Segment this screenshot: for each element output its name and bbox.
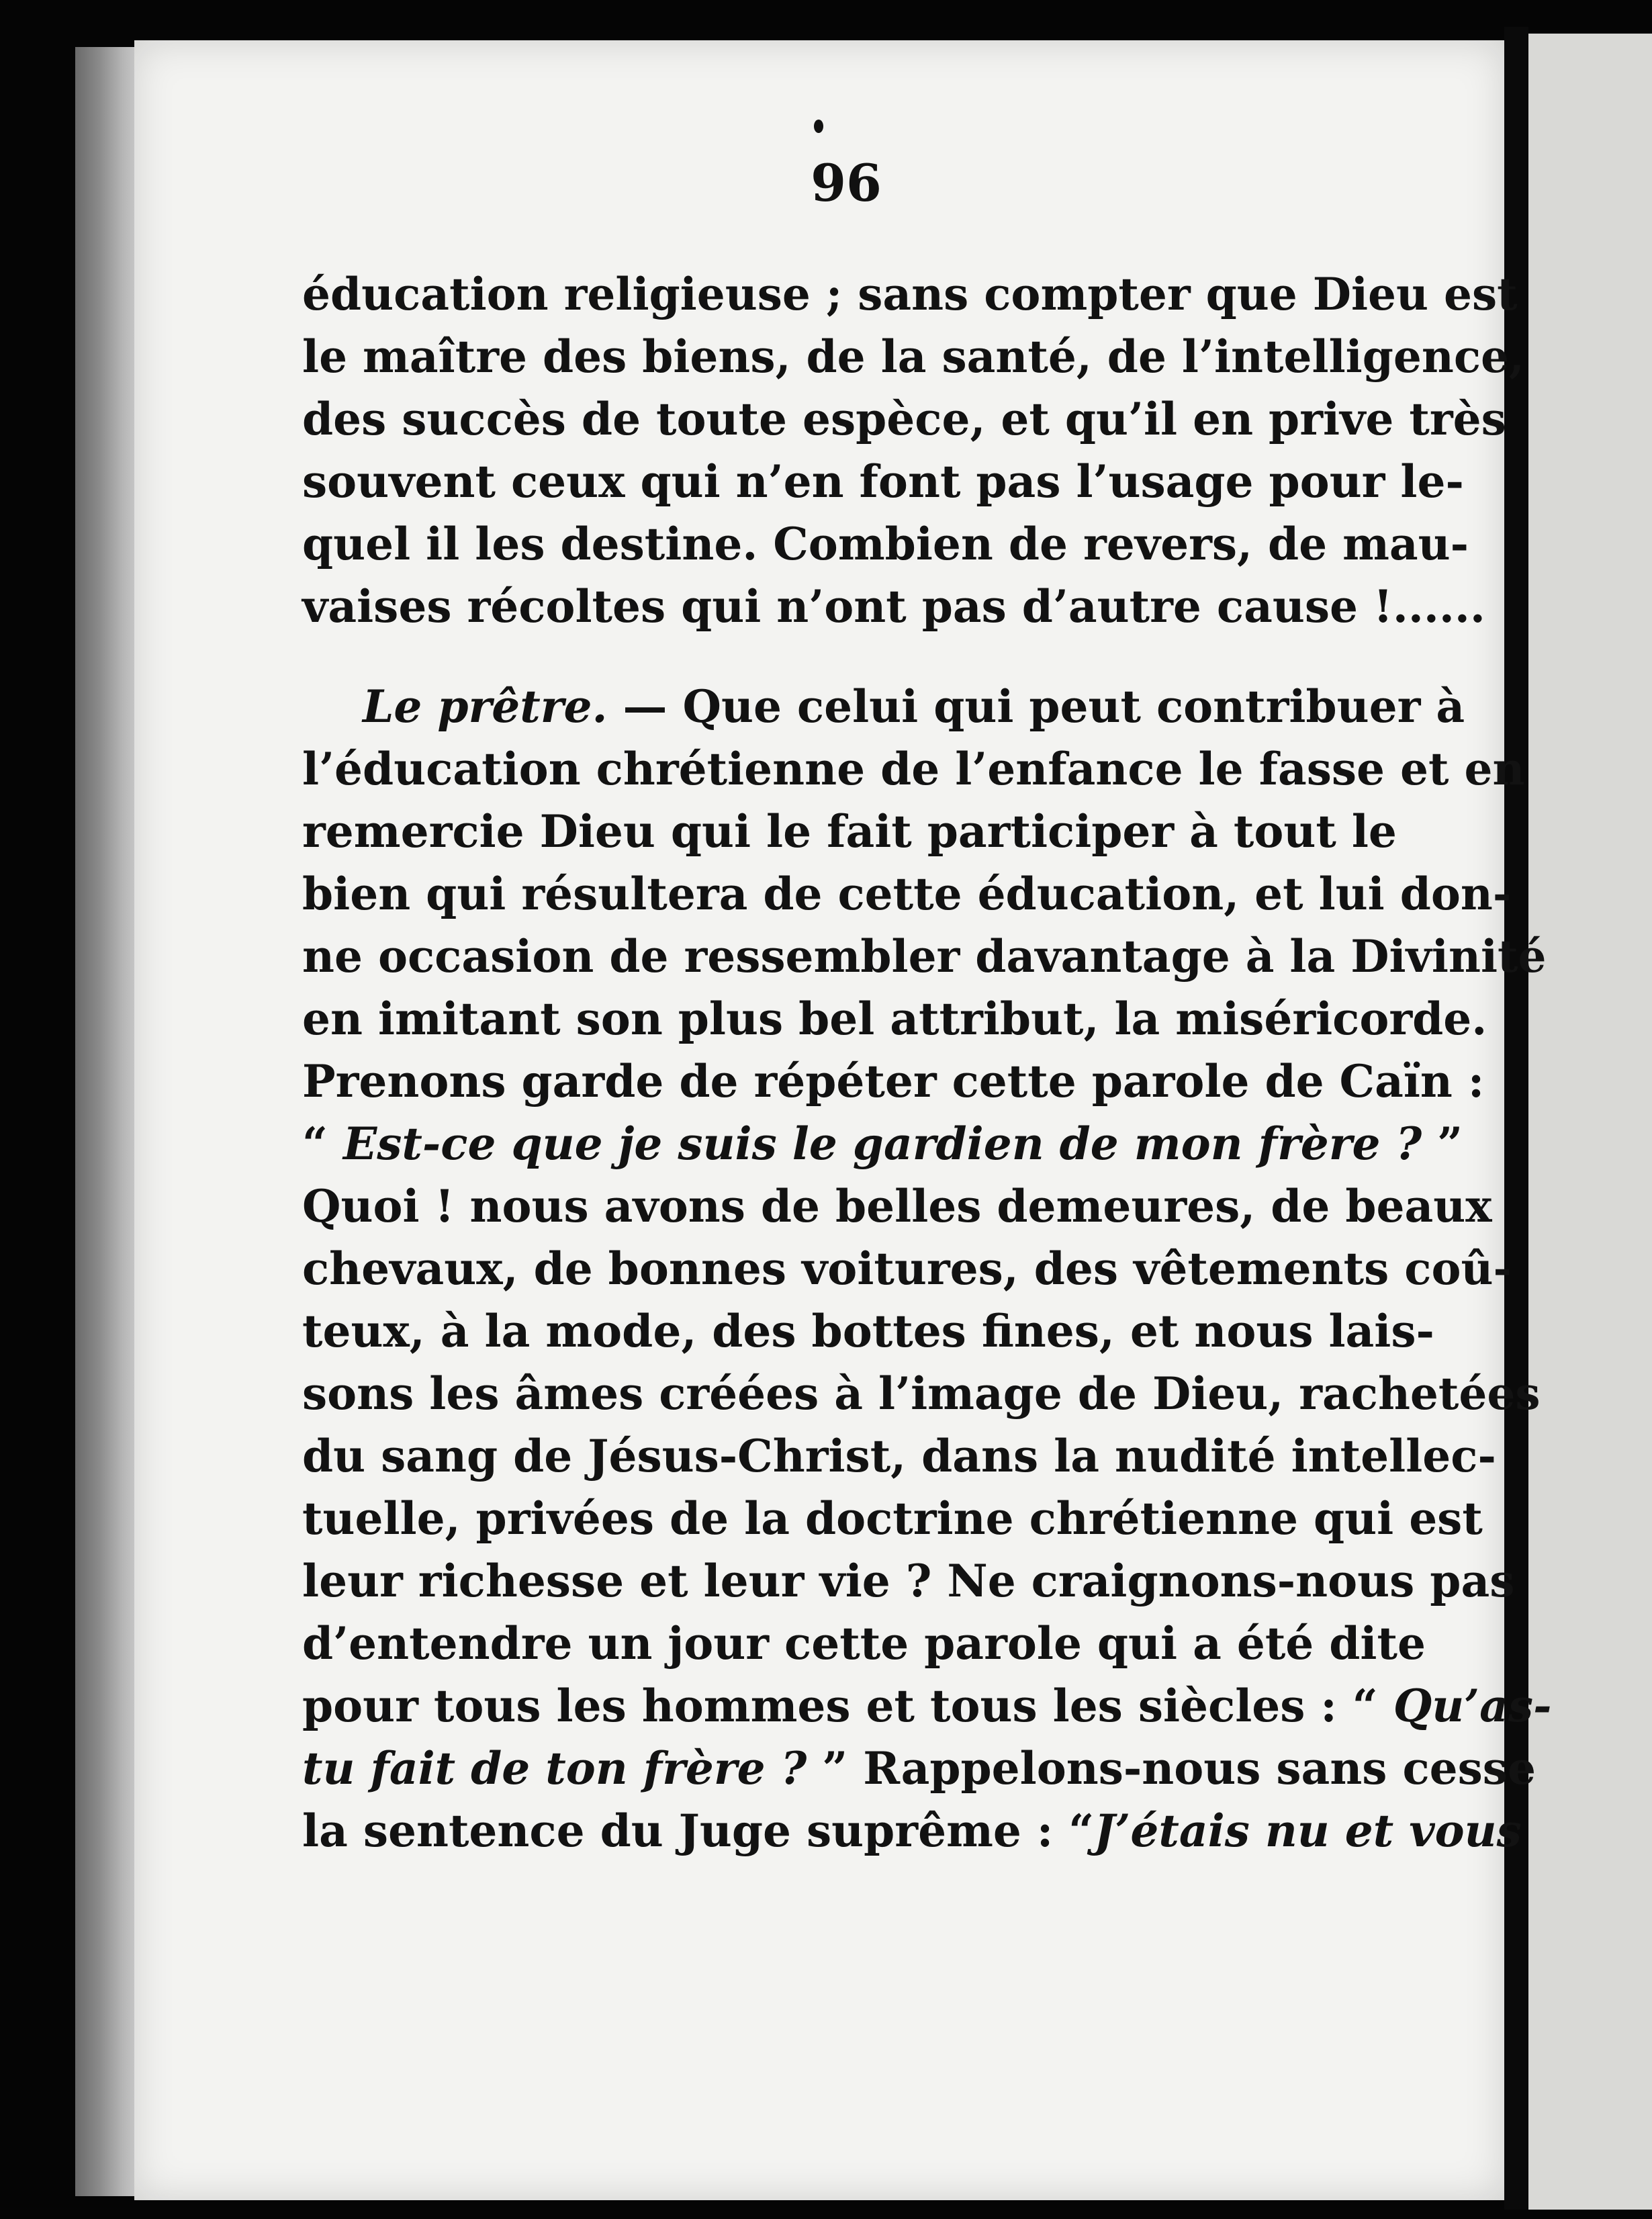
- text-line: [302, 1175, 1492, 1238]
- text-line: [302, 451, 1464, 513]
- text-run: chevaux, de bonnes voitures, des vêtements coû-: [302, 1242, 1512, 1295]
- text-line: [302, 1300, 1434, 1363]
- facing-page-edge: [1528, 34, 1652, 2210]
- text-run: — Que celui qui peut contribuer à: [607, 680, 1465, 733]
- text-line: [302, 1113, 1463, 1175]
- text-run: Quoi ! nous avons de belles demeures, de beaux: [302, 1180, 1492, 1232]
- text-run: d’entendre un jour cette parole qui a été dite: [302, 1617, 1426, 1670]
- text-line: [302, 738, 1525, 801]
- ink-dot-mark: [814, 120, 823, 133]
- text-run: sons les âmes créées à l’image de Dieu, rachetées: [302, 1367, 1541, 1420]
- text-run: tuelle, privées de la doctrine chrétienne qui est: [302, 1492, 1483, 1545]
- text-line: [302, 1675, 1552, 1737]
- paragraph-2: [302, 676, 1552, 1862]
- text-run: teux, à la mode, des bottes fines, et nous lais-: [302, 1305, 1434, 1357]
- text-line: [302, 801, 1397, 863]
- text-line: [302, 925, 1547, 988]
- text-line: [302, 1238, 1512, 1300]
- text-run: bien qui résultera de cette éducation, et lui don-: [302, 868, 1512, 920]
- text-line: [302, 1050, 1485, 1113]
- text-run: la sentence du Juge suprême : “: [302, 1805, 1095, 1857]
- text-run: en imitant son plus bel attribut, la miséricorde.: [302, 993, 1487, 1045]
- text-line: [302, 1488, 1483, 1550]
- text-line: [302, 1550, 1515, 1613]
- text-run: éducation religieuse ; sans compter que Dieu est: [302, 268, 1518, 320]
- text-line: [302, 326, 1524, 388]
- body-text: [302, 263, 1552, 1862]
- text-line: [302, 676, 1465, 738]
- text-line: [302, 1363, 1541, 1425]
- text-run: “: [302, 1118, 343, 1170]
- text-run: des succès de toute espèce, et qu’il en prive très: [302, 393, 1506, 445]
- quotation-italic: Qu’as-: [1393, 1680, 1552, 1732]
- paragraph-spacer: [302, 638, 1393, 676]
- quotation-italic: Est-ce que je suis le gardien de mon frère ?: [342, 1118, 1422, 1170]
- text-line: [302, 576, 1485, 638]
- page-number: 96: [811, 153, 882, 213]
- text-line: [302, 1613, 1426, 1675]
- text-run: leur richesse et leur vie ? Ne craignons-nous pas: [302, 1555, 1515, 1607]
- text-run: pour tous les hommes et tous les siècles : “: [302, 1680, 1393, 1732]
- text-line: [302, 1425, 1496, 1488]
- text-run: Prenons garde de répéter cette parole de Caïn :: [302, 1055, 1485, 1107]
- text-run: le maître des biens, de la santé, de l’intelligence,: [302, 330, 1524, 383]
- page-edge-stack: [75, 47, 142, 2196]
- text-run: l’éducation chrétienne de l’enfance le fasse et en: [302, 743, 1525, 795]
- text-run: ne occasion de ressembler davantage à la Divinité: [302, 930, 1547, 983]
- text-line: [302, 1737, 1536, 1800]
- text-run: ” Rappelons-nous sans cesse: [807, 1742, 1536, 1795]
- text-run: ”: [1422, 1118, 1463, 1170]
- text-run: du sang de Jésus-Christ, dans la nudité intellec-: [302, 1430, 1496, 1482]
- quotation-italic: tu fait de ton frère ?: [302, 1742, 807, 1795]
- text-run: souvent ceux qui n’en font pas l’usage pour le-: [302, 455, 1464, 508]
- speaker-label: Le prêtre.: [363, 680, 608, 733]
- text-line: [302, 1800, 1522, 1862]
- text-run: remercie Dieu qui le fait participer à tout le: [302, 805, 1397, 858]
- text-line: [302, 263, 1518, 326]
- paragraph-1: [302, 263, 1524, 638]
- quotation-italic: J’étais nu et vous: [1094, 1805, 1522, 1857]
- text-line: [302, 988, 1487, 1050]
- text-run: quel il les destine. Combien de revers, de mau-: [302, 518, 1469, 570]
- text-line: [302, 863, 1512, 925]
- text-line: [302, 513, 1469, 576]
- text-line: [302, 388, 1506, 451]
- text-run: vaises récoltes qui n’ont pas d’autre cause !......: [302, 580, 1485, 633]
